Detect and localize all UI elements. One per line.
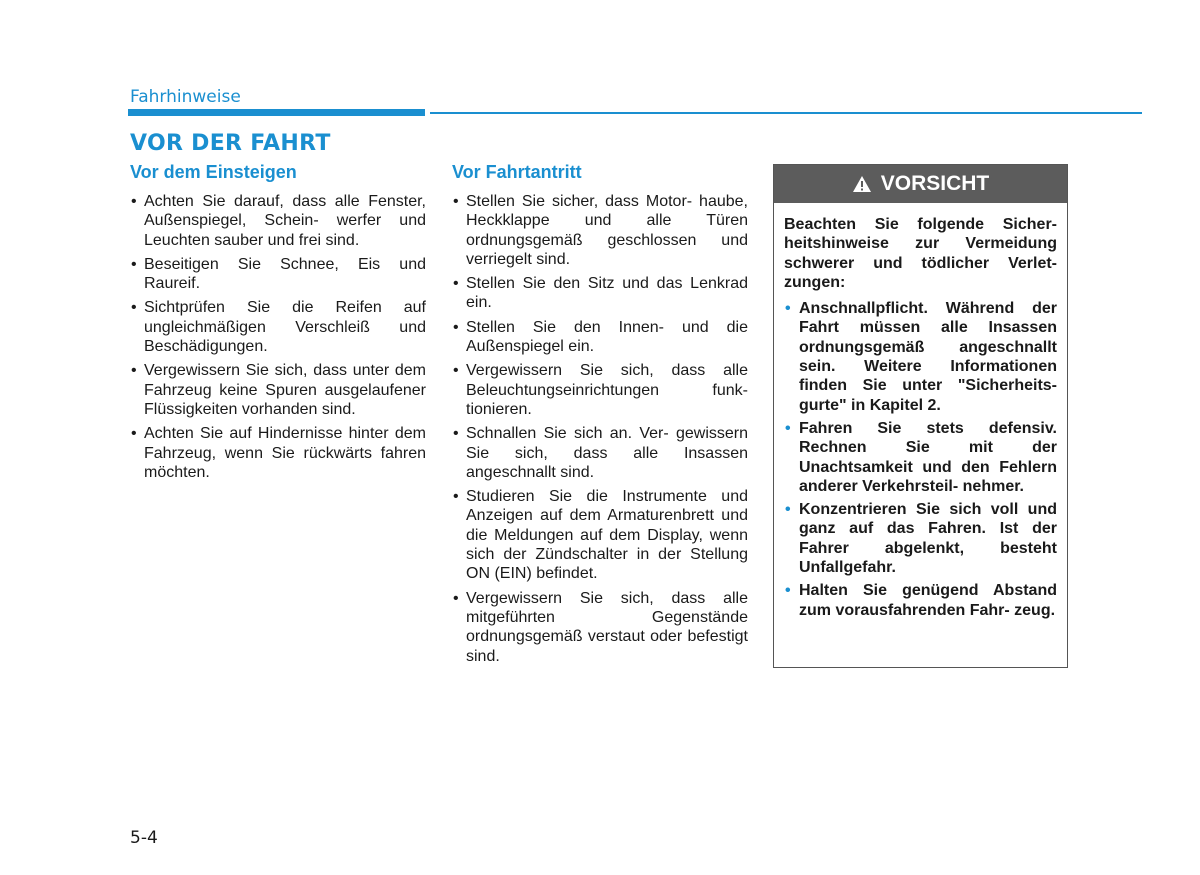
list-item: • Achten Sie auf Hindernisse hinter dem Fahrzeug, wenn Sie rückwärts fahren möchten. bbox=[130, 424, 426, 482]
list-item: • Stellen Sie den Innen- und die Außenspiegel ein. bbox=[452, 318, 748, 357]
list-item: • Schnallen Sie sich an. Ver- gewissern Sie sich, dass alle Insassen angeschnallt sind. bbox=[452, 424, 748, 482]
list-item: • Achten Sie darauf, dass alle Fenster, Außenspiegel, Schein- werfer und Leuchten sauber und frei sind. bbox=[130, 192, 426, 250]
column-heading: Vor Fahrtantritt bbox=[452, 162, 582, 182]
chapter-title: VOR DER FAHRT bbox=[130, 131, 331, 156]
column-heading: Vor dem Einsteigen bbox=[130, 162, 297, 182]
list-item: • Stellen Sie sicher, dass Motor- haube, Heckklappe und alle Türen ordnungsgemäß geschlossen und verriegelt sind. bbox=[452, 192, 748, 269]
list-item: • Sichtprüfen Sie die Reifen auf ungleichmäßigen Verschleiß und Beschädigungen. bbox=[130, 298, 426, 356]
list-item: • Vergewissern Sie sich, dass alle mitgeführten Gegenstände ordnungsgemäß verstaut oder befestigt sind. bbox=[452, 589, 748, 666]
warning-list bbox=[784, 299, 1057, 620]
warning-list-item: • Anschnallpflicht. Während der Fahrt müssen alle Insassen ordnungsgemäß angeschnallt sein. Weitere Informationen finden Sie unter "Sicherheits- gurte" in Kapitel 2. bbox=[784, 299, 1057, 415]
warning-title: VORSICHT bbox=[880, 172, 990, 195]
list-item: • Vergewissern Sie sich, dass alle Beleuchtungseinrichtungen funk- tionieren. bbox=[452, 361, 748, 419]
bullet-list bbox=[452, 192, 748, 666]
bullet-list bbox=[130, 192, 426, 482]
warning-box bbox=[773, 164, 1068, 668]
warning-list-item: • Konzentrieren Sie sich voll und ganz auf das Fahren. Ist der Fahrer abgelenkt, besteht Unfallgefahr. bbox=[784, 500, 1057, 577]
list-item: • Vergewissern Sie sich, dass unter dem Fahrzeug keine Spuren ausgelaufener Flüssigkeiten vorhanden sind. bbox=[130, 361, 426, 419]
column-before-driving bbox=[452, 160, 748, 671]
warning-header bbox=[774, 165, 1067, 203]
header-rule-thin bbox=[430, 112, 1142, 114]
list-item: • Beseitigen Sie Schnee, Eis und Raureif. bbox=[130, 255, 426, 294]
warning-list-item: • Fahren Sie stets defensiv. Rechnen Sie mit der Unachtsamkeit und den Fehlern anderer Verkehrsteil- nehmer. bbox=[784, 419, 1057, 496]
warning-triangle-icon bbox=[852, 175, 872, 193]
list-item: • Studieren Sie die Instrumente und Anzeigen auf dem Armaturenbrett und die Meldungen auf dem Display, wenn sich der Zündschalter in der Stellung ON (EIN) befindet. bbox=[452, 487, 748, 583]
column-before-entering bbox=[130, 160, 426, 487]
header-rule-thick bbox=[128, 109, 425, 116]
warning-list-item: • Halten Sie genügend Abstand zum vorausfahrenden Fahr- zeug. bbox=[784, 581, 1057, 620]
warning-body bbox=[774, 203, 1067, 620]
section-label: Fahrhinweise bbox=[130, 87, 241, 107]
list-item: • Stellen Sie den Sitz und das Lenkrad ein. bbox=[452, 274, 748, 313]
warning-intro: Beachten Sie folgende Sicher- heitshinweise zur Vermeidung schwerer und tödlicher Verlet- zungen: bbox=[784, 216, 1057, 291]
page-number: 5-4 bbox=[130, 828, 158, 848]
